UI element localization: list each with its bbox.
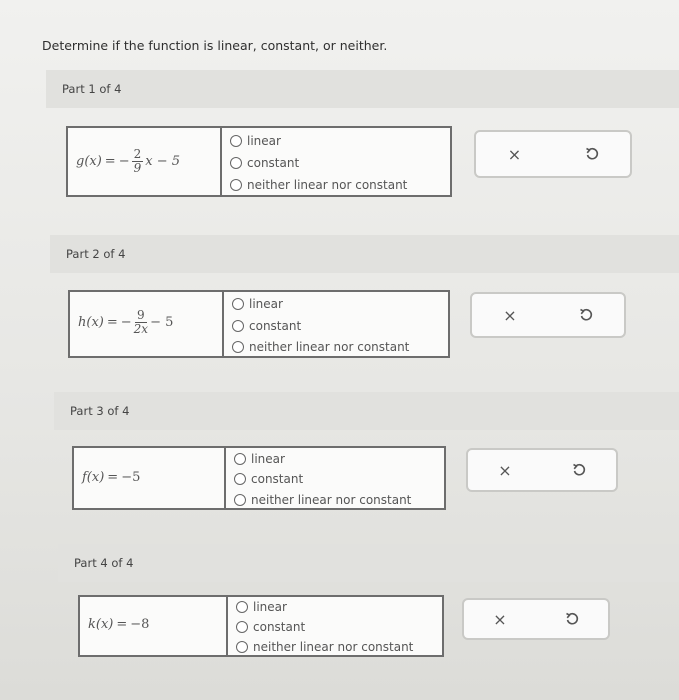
option-label: linear bbox=[253, 600, 287, 614]
function-box bbox=[78, 595, 228, 657]
close-icon: × bbox=[498, 460, 512, 480]
part-label: Part 4 of 4 bbox=[74, 556, 134, 570]
radio-button[interactable] bbox=[232, 298, 244, 310]
option-label: constant bbox=[247, 156, 300, 170]
equals-sign: = bbox=[106, 315, 118, 330]
part-header-4 bbox=[58, 544, 679, 582]
fraction-denominator: 2x bbox=[133, 322, 149, 336]
clear-button[interactable] bbox=[464, 600, 536, 638]
undo-icon bbox=[578, 307, 594, 323]
expr-value: −8 bbox=[130, 617, 150, 632]
option-label: neither linear nor constant bbox=[247, 178, 408, 192]
fraction bbox=[132, 148, 144, 175]
undo-icon bbox=[564, 611, 580, 627]
part-label: Part 2 of 4 bbox=[66, 247, 126, 261]
expr-prefix: − bbox=[120, 315, 132, 330]
option-constant[interactable] bbox=[234, 472, 303, 486]
radio-button[interactable] bbox=[236, 621, 248, 633]
part-3-row bbox=[72, 446, 446, 510]
equals-sign: = bbox=[107, 470, 119, 485]
fraction bbox=[134, 309, 148, 336]
part-header-1 bbox=[46, 70, 679, 108]
option-linear[interactable] bbox=[230, 134, 281, 148]
question-prompt: Determine if the function is linear, constant, or neither. bbox=[42, 38, 388, 53]
part-label: Part 1 of 4 bbox=[62, 82, 122, 96]
option-neither[interactable] bbox=[232, 340, 409, 354]
expr-suffix: x − 5 bbox=[145, 154, 181, 169]
option-constant[interactable] bbox=[230, 156, 299, 170]
option-neither[interactable] bbox=[230, 178, 407, 192]
radio-button[interactable] bbox=[230, 179, 242, 191]
option-label: neither linear nor constant bbox=[251, 493, 412, 507]
clear-button[interactable] bbox=[472, 294, 548, 336]
answer-options bbox=[222, 290, 450, 358]
radio-button[interactable] bbox=[236, 601, 248, 613]
action-buttons bbox=[474, 130, 632, 178]
undo-icon bbox=[571, 462, 587, 478]
option-label: constant bbox=[253, 620, 306, 634]
option-label: linear bbox=[247, 134, 281, 148]
equals-sign: = bbox=[104, 154, 116, 169]
clear-button[interactable] bbox=[476, 132, 553, 176]
option-constant[interactable] bbox=[232, 319, 301, 333]
radio-button[interactable] bbox=[236, 641, 248, 653]
function-name: g(x) bbox=[76, 154, 102, 169]
undo-button[interactable] bbox=[553, 132, 630, 176]
clear-button[interactable] bbox=[468, 450, 542, 490]
option-linear[interactable] bbox=[232, 297, 283, 311]
function-box bbox=[68, 290, 224, 358]
radio-button[interactable] bbox=[234, 473, 246, 485]
option-linear[interactable] bbox=[236, 600, 287, 614]
part-4-row bbox=[78, 595, 444, 657]
expr-suffix: − 5 bbox=[150, 315, 174, 330]
function-name: k(x) bbox=[88, 617, 114, 632]
option-label: constant bbox=[251, 472, 304, 486]
answer-options bbox=[220, 126, 452, 197]
undo-icon bbox=[584, 146, 600, 162]
function-box bbox=[66, 126, 222, 197]
fraction-numerator: 9 bbox=[137, 308, 145, 322]
radio-button[interactable] bbox=[232, 341, 244, 353]
part-2-row bbox=[68, 290, 450, 358]
radio-button[interactable] bbox=[230, 157, 242, 169]
option-label: constant bbox=[249, 319, 302, 333]
undo-button[interactable] bbox=[548, 294, 624, 336]
action-buttons bbox=[462, 598, 610, 640]
expr-prefix: − bbox=[118, 154, 130, 169]
radio-button[interactable] bbox=[230, 135, 242, 147]
fraction-denominator: 9 bbox=[133, 161, 142, 175]
option-constant[interactable] bbox=[236, 620, 305, 634]
option-neither[interactable] bbox=[236, 640, 413, 654]
answer-options bbox=[226, 595, 444, 657]
option-label: neither linear nor constant bbox=[249, 340, 410, 354]
fraction-numerator: 2 bbox=[133, 147, 142, 161]
function-box bbox=[72, 446, 226, 510]
option-label: linear bbox=[251, 452, 285, 466]
part-header-3 bbox=[54, 392, 679, 430]
part-1-row bbox=[66, 126, 452, 197]
radio-button[interactable] bbox=[232, 320, 244, 332]
undo-button[interactable] bbox=[536, 600, 608, 638]
expr-value: −5 bbox=[121, 470, 141, 485]
part-header-2 bbox=[50, 235, 679, 273]
radio-button[interactable] bbox=[234, 453, 246, 465]
undo-button[interactable] bbox=[542, 450, 616, 490]
answer-options bbox=[224, 446, 446, 510]
part-label: Part 3 of 4 bbox=[70, 404, 130, 418]
option-neither[interactable] bbox=[234, 493, 411, 507]
equals-sign: = bbox=[116, 617, 128, 632]
option-label: linear bbox=[249, 297, 283, 311]
function-name: h(x) bbox=[78, 315, 104, 330]
close-icon: × bbox=[503, 305, 517, 325]
action-buttons bbox=[466, 448, 618, 492]
close-icon: × bbox=[507, 144, 522, 164]
close-icon: × bbox=[493, 609, 507, 629]
function-name: f(x) bbox=[82, 470, 105, 485]
action-buttons bbox=[470, 292, 626, 338]
option-linear[interactable] bbox=[234, 452, 285, 466]
radio-button[interactable] bbox=[234, 494, 246, 506]
option-label: neither linear nor constant bbox=[253, 640, 414, 654]
